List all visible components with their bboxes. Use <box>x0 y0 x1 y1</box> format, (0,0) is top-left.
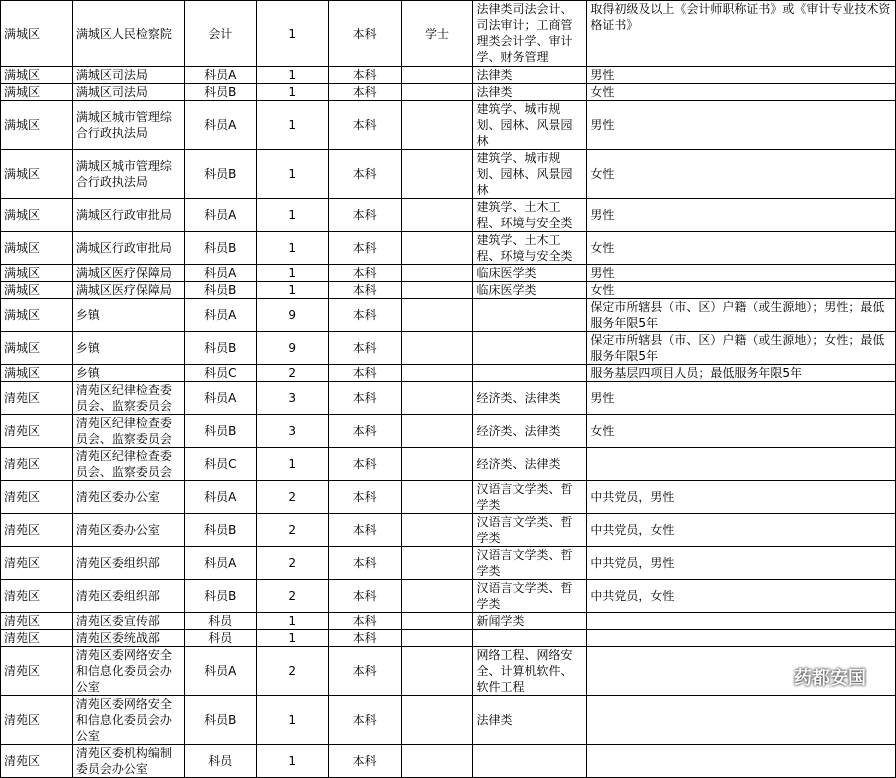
count-cell: 2 <box>256 580 328 613</box>
education-cell: 本科 <box>328 199 401 232</box>
unit-cell: 清苑区委网络安全和信息化委员会办公室 <box>72 696 184 745</box>
district-cell: 满城区 <box>1 150 73 199</box>
table-row <box>1 696 896 745</box>
count-cell: 3 <box>256 382 328 415</box>
major-cell: 汉语言文学类、哲学类 <box>473 547 587 580</box>
district-cell: 满城区 <box>1 282 73 299</box>
table-row <box>1 448 896 481</box>
count-cell: 1 <box>256 613 328 630</box>
unit-cell: 满城区医疗保障局 <box>72 265 184 282</box>
degree-cell <box>401 448 473 481</box>
count-cell: 1 <box>256 696 328 745</box>
major-cell: 经济类、法律类 <box>473 382 587 415</box>
district-cell: 清苑区 <box>1 613 73 630</box>
table-row <box>1 232 896 265</box>
major-cell: 经济类、法律类 <box>473 415 587 448</box>
position-cell: 科员B <box>184 84 256 101</box>
education-cell: 本科 <box>328 745 401 778</box>
count-cell: 1 <box>256 84 328 101</box>
district-cell: 满城区 <box>1 84 73 101</box>
major-cell: 建筑学、土木工程、环境与安全类 <box>473 232 587 265</box>
table-row <box>1 580 896 613</box>
degree-cell <box>401 67 473 84</box>
degree-cell <box>401 481 473 514</box>
count-cell: 2 <box>256 647 328 696</box>
position-cell: 科员 <box>184 745 256 778</box>
district-cell: 满城区 <box>1 101 73 150</box>
table-row <box>1 415 896 448</box>
degree-cell <box>401 282 473 299</box>
education-cell: 本科 <box>328 415 401 448</box>
degree-cell <box>401 265 473 282</box>
district-cell: 满城区 <box>1 365 73 382</box>
other-requirements-cell <box>587 613 896 630</box>
position-cell: 科员B <box>184 332 256 365</box>
major-cell: 法律类司法会计、司法审计；工商管理类会计学、审计学、财务管理 <box>473 1 587 67</box>
degree-cell <box>401 365 473 382</box>
district-cell: 满城区 <box>1 232 73 265</box>
major-cell: 汉语言文学类、哲学类 <box>473 514 587 547</box>
education-cell: 本科 <box>328 547 401 580</box>
watermark-text: 药都安国 <box>794 668 866 689</box>
table-row <box>1 67 896 84</box>
position-cell: 科员A <box>184 67 256 84</box>
district-cell: 清苑区 <box>1 696 73 745</box>
table-row <box>1 84 896 101</box>
table-row <box>1 150 896 199</box>
education-cell: 本科 <box>328 332 401 365</box>
other-requirements-cell: 中共党员，男性 <box>587 481 896 514</box>
unit-cell: 清苑区纪律检查委员会、监察委员会 <box>72 382 184 415</box>
table-row <box>1 265 896 282</box>
unit-cell: 清苑区委网络安全和信息化委员会办公室 <box>72 647 184 696</box>
unit-cell: 乡镇 <box>72 365 184 382</box>
education-cell: 本科 <box>328 282 401 299</box>
table-row <box>1 365 896 382</box>
position-cell: 科员B <box>184 580 256 613</box>
education-cell: 本科 <box>328 481 401 514</box>
education-cell: 本科 <box>328 514 401 547</box>
district-cell: 满城区 <box>1 265 73 282</box>
degree-cell <box>401 199 473 232</box>
table-row <box>1 282 896 299</box>
major-cell: 建筑学、城市规划、园林、风景园林 <box>473 101 587 150</box>
district-cell: 清苑区 <box>1 481 73 514</box>
degree-cell <box>401 514 473 547</box>
count-cell: 1 <box>256 199 328 232</box>
degree-cell <box>401 696 473 745</box>
unit-cell: 清苑区委办公室 <box>72 514 184 547</box>
major-cell: 汉语言文学类、哲学类 <box>473 580 587 613</box>
other-requirements-cell: 保定市所辖县（市、区）户籍（或生源地）；女性；最低服务年限5年 <box>587 332 896 365</box>
other-requirements-cell <box>587 630 896 647</box>
major-cell: 建筑学、城市规划、园林、风景园林 <box>473 150 587 199</box>
degree-cell <box>401 580 473 613</box>
major-cell: 网络工程、网络安全、计算机软件、软件工程 <box>473 647 587 696</box>
position-cell: 科员C <box>184 365 256 382</box>
major-cell: 临床医学类 <box>473 282 587 299</box>
degree-cell <box>401 101 473 150</box>
position-cell: 科员A <box>184 199 256 232</box>
other-requirements-cell: 女性 <box>587 150 896 199</box>
district-cell: 满城区 <box>1 199 73 232</box>
count-cell: 1 <box>256 150 328 199</box>
position-cell: 科员 <box>184 613 256 630</box>
position-cell: 科员B <box>184 696 256 745</box>
major-cell: 经济类、法律类 <box>473 448 587 481</box>
table-row <box>1 101 896 150</box>
count-cell: 1 <box>256 265 328 282</box>
unit-cell: 满城区司法局 <box>72 84 184 101</box>
major-cell: 新闻学类 <box>473 613 587 630</box>
other-requirements-cell: 保定市所辖县（市、区）户籍（或生源地）；男性；最低服务年限5年 <box>587 299 896 332</box>
education-cell: 本科 <box>328 101 401 150</box>
education-cell: 本科 <box>328 580 401 613</box>
unit-cell: 清苑区纪律检查委员会、监察委员会 <box>72 448 184 481</box>
count-cell: 2 <box>256 514 328 547</box>
unit-cell: 满城区行政审批局 <box>72 199 184 232</box>
count-cell: 9 <box>256 332 328 365</box>
count-cell: 1 <box>256 67 328 84</box>
other-requirements-cell: 男性 <box>587 67 896 84</box>
wechat-icon <box>760 667 788 687</box>
other-requirements-cell: 中共党员，女性 <box>587 514 896 547</box>
unit-cell: 满城区行政审批局 <box>72 232 184 265</box>
position-cell: 科员B <box>184 232 256 265</box>
count-cell: 1 <box>256 630 328 647</box>
table-row <box>1 299 896 332</box>
education-cell: 本科 <box>328 448 401 481</box>
degree-cell <box>401 647 473 696</box>
count-cell: 1 <box>256 745 328 778</box>
table-row <box>1 745 896 778</box>
count-cell: 1 <box>256 282 328 299</box>
district-cell: 满城区 <box>1 299 73 332</box>
other-requirements-cell: 女性 <box>587 84 896 101</box>
degree-cell <box>401 150 473 199</box>
table-row <box>1 630 896 647</box>
other-requirements-cell: 男性 <box>587 101 896 150</box>
other-requirements-cell: 女性 <box>587 232 896 265</box>
count-cell: 9 <box>256 299 328 332</box>
position-cell: 科员A <box>184 265 256 282</box>
position-cell: 科员A <box>184 647 256 696</box>
position-cell: 科员A <box>184 481 256 514</box>
count-cell: 2 <box>256 365 328 382</box>
education-cell: 本科 <box>328 630 401 647</box>
position-cell: 科员B <box>184 150 256 199</box>
district-cell: 满城区 <box>1 332 73 365</box>
district-cell: 满城区 <box>1 67 73 84</box>
unit-cell: 清苑区委统战部 <box>72 630 184 647</box>
count-cell: 1 <box>256 101 328 150</box>
major-cell: 法律类 <box>473 84 587 101</box>
table-row <box>1 332 896 365</box>
table-row <box>1 1 896 67</box>
district-cell: 清苑区 <box>1 415 73 448</box>
education-cell: 本科 <box>328 382 401 415</box>
position-cell: 科员B <box>184 282 256 299</box>
degree-cell <box>401 84 473 101</box>
district-cell: 满城区 <box>1 1 73 67</box>
unit-cell: 清苑区委组织部 <box>72 547 184 580</box>
other-requirements-cell: 中共党员，女性 <box>587 580 896 613</box>
unit-cell: 清苑区委组织部 <box>72 580 184 613</box>
other-requirements-cell: 女性 <box>587 415 896 448</box>
other-requirements-cell <box>587 448 896 481</box>
unit-cell: 满城区人民检察院 <box>72 1 184 67</box>
count-cell: 1 <box>256 1 328 67</box>
count-cell: 1 <box>256 232 328 265</box>
other-requirements-cell: 女性 <box>587 282 896 299</box>
education-cell: 本科 <box>328 1 401 67</box>
position-cell: 会计 <box>184 1 256 67</box>
table-row <box>1 514 896 547</box>
position-cell: 科员B <box>184 415 256 448</box>
major-cell: 临床医学类 <box>473 265 587 282</box>
education-cell: 本科 <box>328 647 401 696</box>
count-cell: 2 <box>256 481 328 514</box>
major-cell <box>473 745 587 778</box>
major-cell <box>473 332 587 365</box>
district-cell: 清苑区 <box>1 580 73 613</box>
unit-cell: 乡镇 <box>72 299 184 332</box>
degree-cell <box>401 613 473 630</box>
watermark <box>760 664 866 690</box>
other-requirements-cell: 男性 <box>587 265 896 282</box>
unit-cell: 乡镇 <box>72 332 184 365</box>
district-cell: 清苑区 <box>1 647 73 696</box>
table-row <box>1 613 896 630</box>
position-cell: 科员A <box>184 547 256 580</box>
position-cell: 科员B <box>184 514 256 547</box>
table-row <box>1 481 896 514</box>
count-cell: 1 <box>256 448 328 481</box>
other-requirements-cell <box>587 745 896 778</box>
major-cell: 建筑学、土木工程、环境与安全类 <box>473 199 587 232</box>
unit-cell: 满城区司法局 <box>72 67 184 84</box>
position-cell: 科员C <box>184 448 256 481</box>
major-cell: 法律类 <box>473 696 587 745</box>
district-cell: 清苑区 <box>1 745 73 778</box>
other-requirements-cell <box>587 696 896 745</box>
district-cell: 清苑区 <box>1 630 73 647</box>
degree-cell <box>401 745 473 778</box>
unit-cell: 清苑区委机构编制委员会办公室 <box>72 745 184 778</box>
education-cell: 本科 <box>328 696 401 745</box>
unit-cell: 满城区城市管理综合行政执法局 <box>72 150 184 199</box>
degree-cell <box>401 232 473 265</box>
major-cell: 法律类 <box>473 67 587 84</box>
unit-cell: 满城区医疗保障局 <box>72 282 184 299</box>
education-cell: 本科 <box>328 299 401 332</box>
table-row <box>1 382 896 415</box>
unit-cell: 清苑区委办公室 <box>72 481 184 514</box>
unit-cell: 清苑区纪律检查委员会、监察委员会 <box>72 415 184 448</box>
position-cell: 科员A <box>184 101 256 150</box>
position-cell: 科员 <box>184 630 256 647</box>
position-cell: 科员A <box>184 299 256 332</box>
degree-cell <box>401 547 473 580</box>
district-cell: 清苑区 <box>1 547 73 580</box>
degree-cell <box>401 299 473 332</box>
degree-cell <box>401 332 473 365</box>
education-cell: 本科 <box>328 613 401 630</box>
other-requirements-cell: 服务基层四项目人员；最低服务年限5年 <box>587 365 896 382</box>
degree-cell <box>401 415 473 448</box>
degree-cell <box>401 630 473 647</box>
count-cell: 3 <box>256 415 328 448</box>
district-cell: 清苑区 <box>1 448 73 481</box>
district-cell: 清苑区 <box>1 382 73 415</box>
table-row <box>1 199 896 232</box>
other-requirements-cell: 中共党员，男性 <box>587 547 896 580</box>
education-cell: 本科 <box>328 67 401 84</box>
degree-cell <box>401 382 473 415</box>
education-cell: 本科 <box>328 232 401 265</box>
education-cell: 本科 <box>328 365 401 382</box>
education-cell: 本科 <box>328 84 401 101</box>
major-cell <box>473 365 587 382</box>
unit-cell: 满城区城市管理综合行政执法局 <box>72 101 184 150</box>
major-cell <box>473 630 587 647</box>
other-requirements-cell: 男性 <box>587 382 896 415</box>
table-row <box>1 547 896 580</box>
position-cell: 科员A <box>184 382 256 415</box>
education-cell: 本科 <box>328 150 401 199</box>
unit-cell: 清苑区委宣传部 <box>72 613 184 630</box>
major-cell <box>473 299 587 332</box>
count-cell: 2 <box>256 547 328 580</box>
major-cell: 汉语言文学类、哲学类 <box>473 481 587 514</box>
other-requirements-cell: 取得初级及以上《会计师职称证书》或《审计专业技术资格证书》 <box>587 1 896 67</box>
other-requirements-cell: 男性 <box>587 199 896 232</box>
degree-cell: 学士 <box>401 1 473 67</box>
education-cell: 本科 <box>328 265 401 282</box>
district-cell: 清苑区 <box>1 514 73 547</box>
